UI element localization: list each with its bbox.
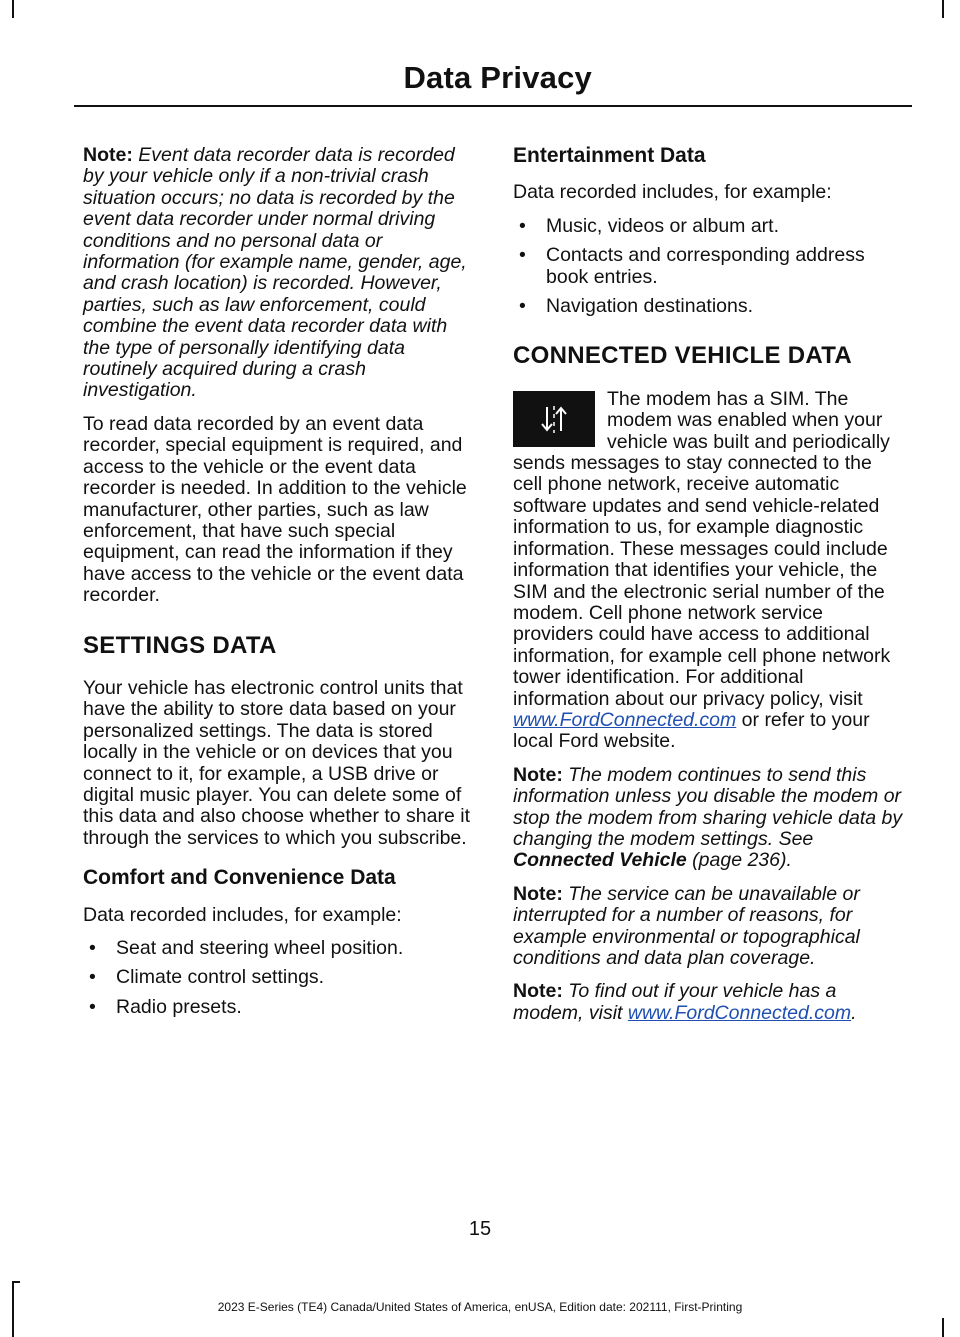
note-text: Event data recorder data is recorded by your vehicle only if a non-trivial crash situation occurs; no data is recorded by the event data recorder under normal driving conditions and no personal data or information (for example name, gender, age, and crash location) is recorded. However, parties, such as law enforcement, could combine the event data recorder data with the type of personally identifying data routinely acquired during a crash investigation. (83, 144, 467, 402)
bullet-icon: • (519, 295, 526, 318)
entertainment-intro: Data recorded includes, for example: (513, 181, 832, 204)
list-item: • Climate control settings. (89, 966, 325, 989)
bullet-icon: • (519, 214, 526, 237)
note-label: Note: (513, 980, 563, 1003)
heading-settings-data: SETTINGS DATA (83, 631, 277, 659)
heading-connected-vehicle: CONNECTED VEHICLE DATA (513, 342, 853, 370)
comfort-intro: Data recorded includes, for example: (83, 903, 402, 926)
crop-mark (942, 0, 944, 18)
bullet-icon: • (89, 937, 96, 959)
note-event-data (83, 145, 475, 402)
heading-comfort: Comfort and Convenience Data (83, 866, 396, 890)
page-number: 15 (468, 1218, 492, 1240)
entertainment-list (513, 216, 905, 318)
paragraph-edr-access: To read data recorded by an event data recorder, special equipment is required, and access to the vehicle or the event data recorder is needed. In addition to the vehicle manufacturer, other parties, such as law enforcement, that have such special equipment, can read the information if they have access to the vehicle or the event data recorder. (83, 412, 467, 607)
note-service-unavailable: Note: The service can be unavailable or interrupted for a number of reasons, for example environmental or topographical conditions and data plan coverage. (513, 882, 860, 969)
header-divider (74, 105, 912, 107)
fordconnected-link[interactable]: www.FordConnected.com (627, 1001, 852, 1024)
crop-mark (12, 1281, 20, 1283)
heading-entertainment: Entertainment Data (513, 144, 706, 167)
footer-edition: 2023 E-Series (TE4) Canada/United States of America, enUSA, Edition date: 202111, First-Printing (217, 1300, 743, 1314)
right-column (513, 145, 905, 1036)
crop-mark (12, 0, 14, 18)
list-item: • Music, videos or album art. (519, 214, 780, 237)
note-find-modem: Note: To find out if your vehicle has a modem, visit www.FordConnected.com. (513, 980, 857, 1024)
left-column (83, 145, 475, 1028)
list-item: • Navigation destinations. (519, 295, 754, 318)
note-modem-continues: Note: The modem continues to send this information unless you disable the modem or stop the modem from sharing vehicle data by changing the modem settings. See Connected Vehicle (page 236). (513, 763, 903, 872)
bullet-icon: • (519, 244, 526, 267)
bullet-icon: • (89, 995, 96, 1018)
note-label: Note: (83, 144, 133, 166)
list-item: • Contacts and corresponding address book entries. (519, 244, 865, 288)
paragraph-settings: Your vehicle has electronic control units that have the ability to store data based on your personalized settings. The data is stored locally in the vehicle or on devices that you connect to it, for example, a USB drive or digital music player. You can delete some of this data and also choose whether to share it through the services to which you subscribe. (83, 676, 470, 849)
connected-vehicle-xref[interactable]: Connected Vehicle (513, 849, 687, 872)
paragraph-modem: The modem has a SIM. The modem was enabled when your vehicle was built and periodically sends messages to stay connected to the cell phone network, receive automatic software updates and send vehicle-related information to us, for example diagnostic information. These messages could include information that identifies your vehicle, the SIM and the electronic serial number of the modem. Cell phone network service providers could have access to additional information, for example cell phone network tower identification. For additional information about our privacy policy, visit www.FordConnected.com or refer to your local Ford website. (513, 387, 891, 753)
comfort-list (83, 938, 475, 1018)
note-label: Note: (513, 882, 563, 905)
list-item: • Seat and steering wheel position. (89, 937, 404, 959)
fordconnected-link[interactable]: www.FordConnected.com (513, 708, 737, 731)
note-label: Note: (513, 763, 563, 786)
list-item: • Radio presets. (89, 995, 242, 1018)
modem-data-transfer-icon (513, 391, 595, 447)
bullet-icon: • (89, 966, 96, 989)
crop-mark (942, 1318, 944, 1337)
page-title: Data Privacy (403, 60, 592, 95)
